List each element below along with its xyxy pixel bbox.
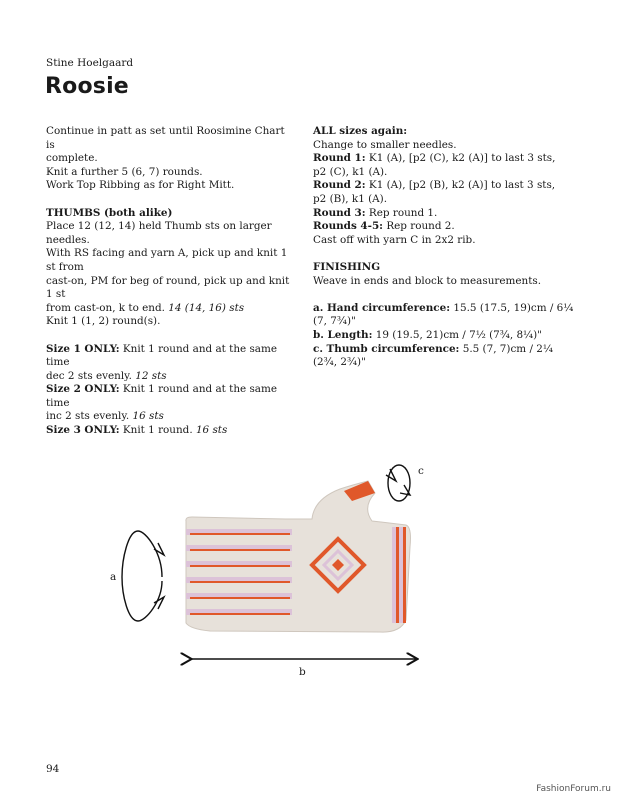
- all-sizes-line: Change to smaller needles.: [313, 138, 457, 151]
- rotation-arrow-a: [122, 531, 164, 621]
- thumbs-knit: Knit 1 (1, 2) round(s).: [46, 315, 161, 328]
- author-name: Stine Hoelgaard: [46, 57, 134, 69]
- size2-instruction: Size 2 ONLY: Knit 1 round and at the same time: [46, 383, 277, 409]
- measurement-a: a. Hand circumference: 15.5 (17.5, 19)cm / 6¼ (7, 7¾)": [313, 301, 574, 328]
- mitt-figure: [100, 455, 440, 685]
- round-2: Round 2: K1 (A), [p2 (B), k2 (A)] to last 3 sts,: [313, 179, 556, 192]
- thumbs-line: from cast-on, k to end. 14 (14, 16) sts: [46, 301, 245, 314]
- left-column: [46, 125, 296, 438]
- finger-ribbing: [392, 527, 406, 623]
- stitch-count: 16 sts: [195, 424, 228, 437]
- page-number: 94: [46, 763, 60, 775]
- round-1: Round 1: K1 (A), [p2 (C), k2 (A)] to last 3 sts,: [313, 152, 556, 165]
- finishing-text: Weave in ends and block to measurements.: [313, 274, 542, 287]
- intro-line: Work Top Ribbing as for Right Mitt.: [46, 179, 235, 192]
- measurement-b: b. Length: 19 (19.5, 21)cm / 7½ (7¾, 8¼)": [313, 328, 542, 341]
- size2-instruction-cont: inc 2 sts evenly. 16 sts: [46, 410, 164, 423]
- stitch-count: 12 sts: [135, 369, 167, 382]
- stitch-count: 14 (14, 16) sts: [168, 301, 245, 314]
- round-3: Round 3: Rep round 1.: [313, 206, 438, 219]
- stitch-count: 16 sts: [132, 410, 164, 423]
- cast-off: Cast off with yarn C in 2x2 rib.: [313, 233, 476, 246]
- label-b: b: [299, 666, 306, 678]
- intro-line: complete.: [46, 152, 98, 165]
- thumbs-heading: THUMBS (both alike): [46, 206, 173, 219]
- watermark: FashionForum.ru: [536, 784, 611, 794]
- round-1-cont: p2 (C), k1 (A).: [313, 165, 388, 178]
- rotation-arrow-c: [386, 465, 410, 501]
- right-column: [313, 125, 578, 370]
- label-a: a: [110, 571, 117, 583]
- measurement-c: c. Thumb circumference: 5.5 (7, 7)cm / 2¼ (2¾, 2¾)": [313, 342, 553, 369]
- label-c: c: [418, 465, 424, 477]
- intro-line: Continue in patt as set until Roosimine Chart is: [46, 125, 285, 151]
- thumbs-line: With RS facing and yarn A, pick up and knit 1 st from: [46, 247, 288, 273]
- mitt-diagram: [100, 455, 440, 685]
- thumbs-line: cast-on, PM for beg of round, pick up and knit 1 st: [46, 274, 290, 301]
- size3-instruction: Size 3 ONLY: Knit 1 round. 16 sts: [46, 424, 228, 437]
- round-2-cont: p2 (B), k1 (A).: [313, 192, 388, 205]
- intro-line: Knit a further 5 (6, 7) rounds.: [46, 165, 203, 178]
- size1-instruction: Size 1 ONLY: Knit 1 round and at the same time: [46, 342, 277, 369]
- thumbs-line: Place 12 (12, 14) held Thumb sts on larger needles.: [46, 220, 272, 246]
- all-sizes-heading: ALL sizes again:: [313, 125, 408, 137]
- rounds-4-5: Rounds 4-5: Rep round 2.: [313, 220, 455, 233]
- page-title: Roosie: [45, 74, 129, 99]
- size1-instruction-cont: dec 2 sts evenly. 12 sts: [46, 369, 167, 382]
- finishing-heading: FINISHING: [313, 260, 381, 273]
